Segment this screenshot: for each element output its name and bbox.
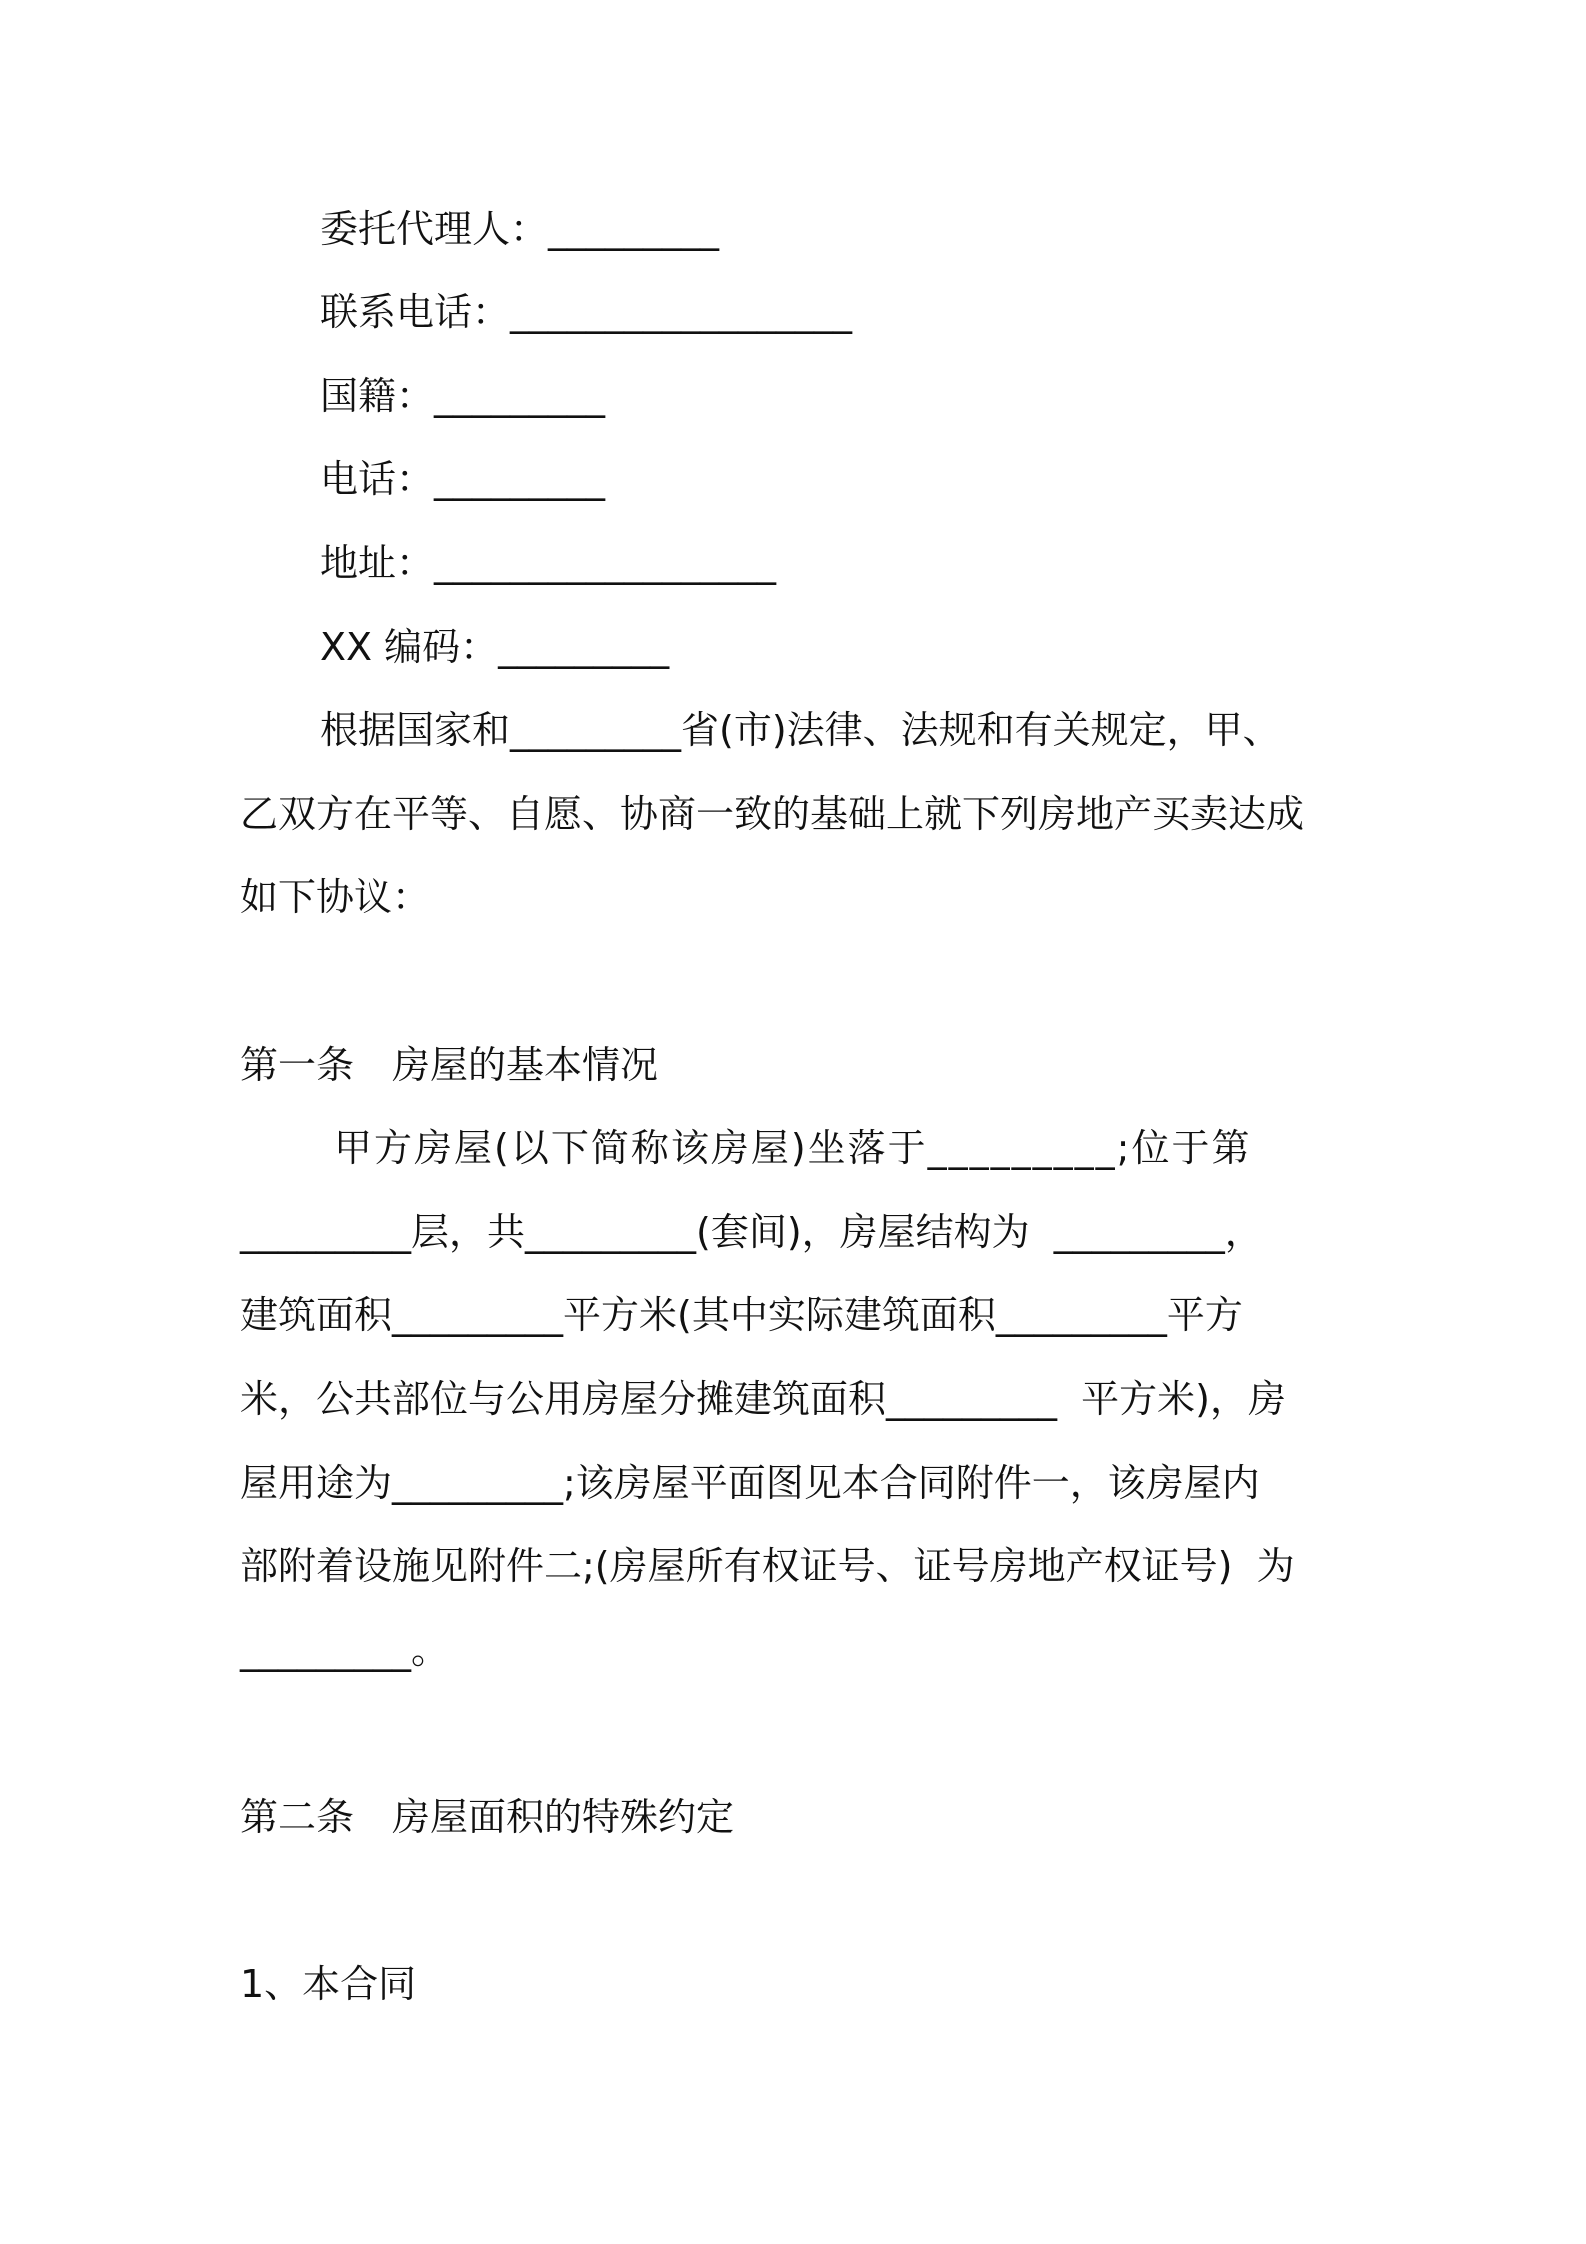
article-1-line-5: 屋用途为_________;该房屋平面图见本合同附件一，该房屋内: [240, 1461, 1260, 1505]
nationality-field: 国籍：_________: [320, 374, 606, 418]
contact-phone-field: 联系电话：__________________: [320, 290, 853, 334]
article-1-line-2: _________层，共_________(套间)，房屋结构为 _________，: [240, 1210, 1263, 1254]
article-1-heading: 第一条 房屋的基本情况: [240, 1043, 659, 1087]
postal-code-field: XX 编码：_________: [320, 625, 670, 669]
article-1-line-1: 甲方房屋(以下简称该房屋)坐落于_________;位于第: [334, 1126, 1252, 1170]
article-1-line-7: _________。: [240, 1628, 450, 1672]
phone-field: 电话：_________: [320, 457, 606, 501]
article-1-line-4: 米，公共部位与公用房屋分摊建筑面积_________ 平方米)，房: [240, 1377, 1286, 1421]
intro-line-2: 乙双方在平等、自愿、协商一致的基础上就下列房地产买卖达成: [240, 792, 1305, 836]
address-field: 地址：__________________: [320, 541, 777, 585]
intro-line-1: 根据国家和_________省(市)法律、法规和有关规定，甲、: [320, 708, 1281, 752]
article-1-line-6: 部附着设施见附件二;(房屋所有权证号、证号房地产权证号) 为: [240, 1544, 1295, 1588]
agent-field: 委托代理人：_________: [320, 207, 720, 251]
article-2-heading: 第二条 房屋面积的特殊约定: [240, 1795, 735, 1839]
article-1-line-3: 建筑面积_________平方米(其中实际建筑面积_________平方: [240, 1293, 1243, 1337]
article-2-item-1: 1、本合同: [240, 1962, 417, 2006]
intro-line-3: 如下协议：: [240, 875, 431, 919]
